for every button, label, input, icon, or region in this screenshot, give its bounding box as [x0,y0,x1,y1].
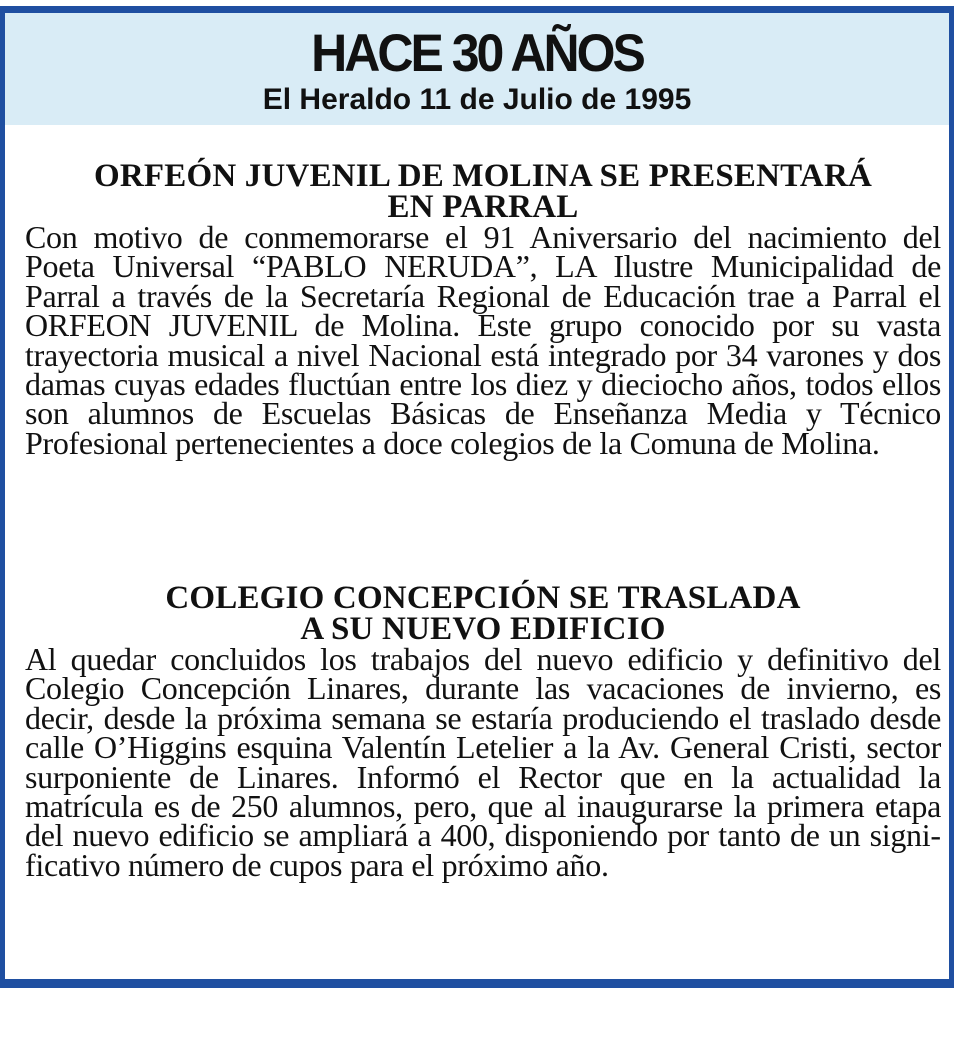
headline-line-2: EN PARRAL [387,189,579,225]
article-headline [25,158,941,225]
section-title: HACE 30 AÑOS [311,23,643,83]
article-headline [25,580,941,647]
headline-line-1: ORFEÓN JUVENIL DE MOLINA SE PRESENTARÁ [93,158,873,194]
article-colegio-concepcion [25,580,941,883]
article-body: Con motivo de conmemorarse el 91 Aniversario del nacimiento del Poeta Universal “PABLO NERUDA”, LA Ilustre Municipalidad de Parral a través de la Secretaría Regional de Educación trae a Parral el ORFEON JUVENIL de Molina. Este grupo conocido por su vasta trayectoria musical a nivel Nacional está integrado por 34 varones y dos damas cuyas edades fluctúan entre los diez y dieciocho años, todos ellos son alumnos de Escuelas Básicas de Enseñanza Media y Técnico Profesional pertenecientes a doce colegios de la Comuna de Molina. [25,219,941,461]
headline-line-1: COLEGIO CONCEPCIÓN SE TRASLADA [165,580,801,616]
news-clipping-frame [0,6,954,988]
source-date-line: El Heraldo 11 de Julio de 1995 [262,83,692,116]
article-orfeon-juvenil [25,158,941,461]
clipping-header [5,13,949,125]
headline-line-2: A SU NUEVO EDIFICIO [300,611,666,647]
article-body: Al quedar concluidos los trabajos del nuevo edificio y definitivo del Colegio Concepción Linares, durante las vacaciones de invierno, es decir, desde la próxima semana se estaría produciendo el traslado desde calle O’Higgins esquina Valentín Letelier a la Av. General Cristi, sector surponiente de Linares. Informó el Rector que en la actualidad la matrícula es de 250 alumnos, pero, que al inaugurarse la primera etapa del nuevo edificio se ampliará a 400, disponiendo por tanto de un significativo número de cupos para el próximo año. [25,641,941,883]
